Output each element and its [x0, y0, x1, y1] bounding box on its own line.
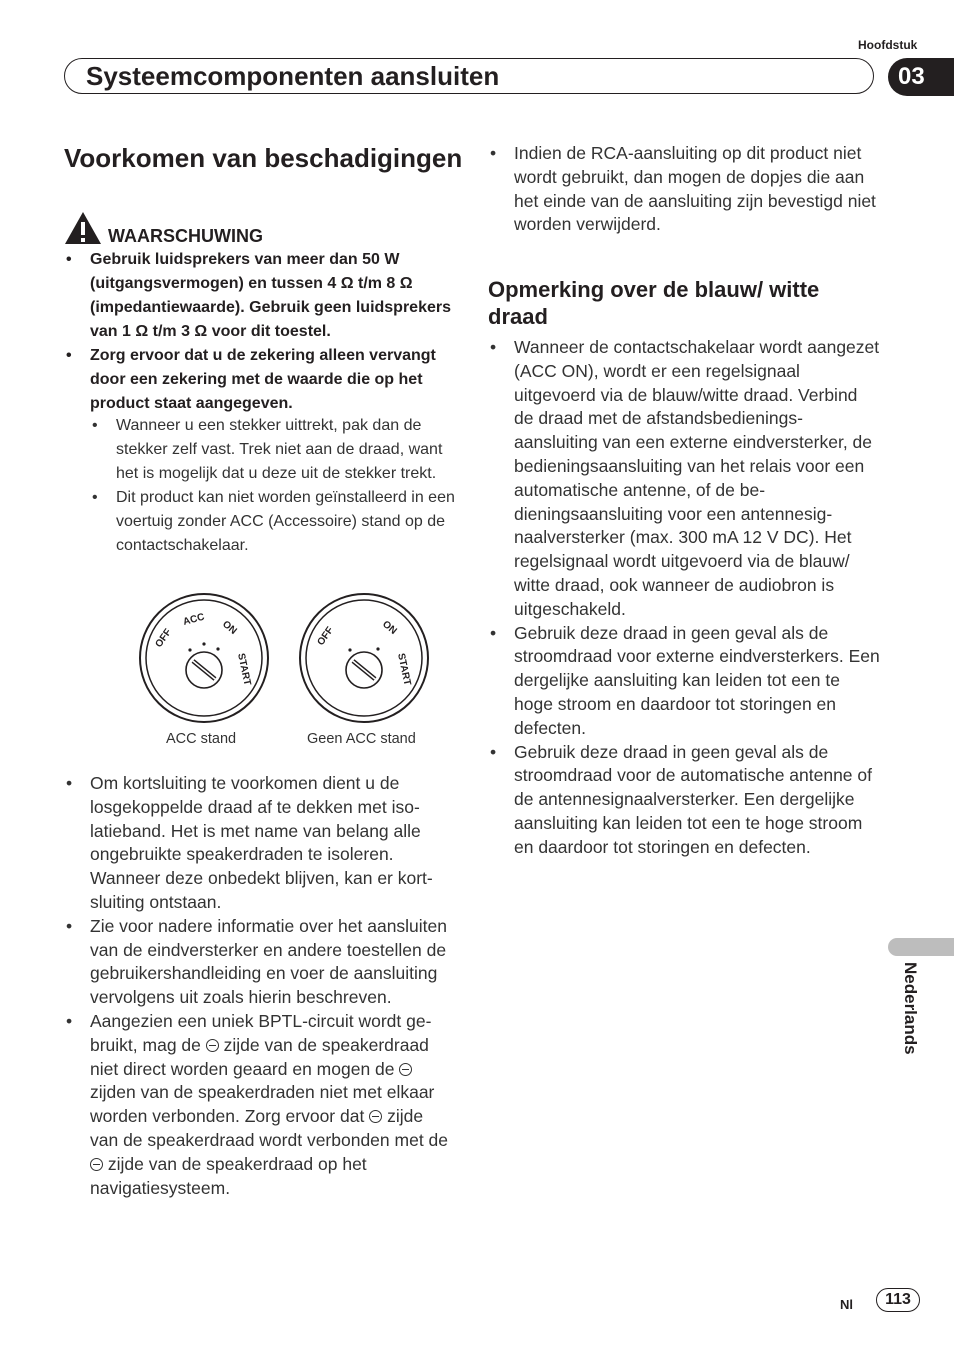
dial-caption-no-acc: Geen ACC stand — [307, 731, 416, 747]
language-label: Nederlands — [901, 962, 920, 1055]
left-bullet-list — [64, 772, 456, 1200]
right-bullet-list — [488, 336, 880, 860]
chapter-number-tab: 03 — [888, 58, 954, 96]
no-acc-dial-figure — [298, 592, 430, 724]
minus-circle-icon — [206, 1039, 219, 1052]
dial-caption-acc: ACC stand — [166, 731, 237, 747]
list-item: • Zie voor nadere informatie over het aansluiten van de eindversterker en andere toestellen de gebruikershandleiding en voer de aansluiting vervolgens uit zoals hierin beschreven. — [64, 915, 456, 1010]
page-number: 113 — [876, 1288, 920, 1312]
list-item: • Wanneer u een stekker uittrekt, pak dan de stekker zelf vast. Trek niet aan de draad, want het is mogelijk dat u deze uit de stekker trekt. — [90, 414, 460, 486]
language-tab — [888, 938, 954, 956]
warning-list — [64, 248, 456, 416]
dial-label-off: OFF — [153, 627, 174, 650]
page-heading: Voorkomen van beschadigingen — [64, 143, 463, 173]
dial-label-off: OFF — [315, 625, 336, 648]
dial-label-start: START — [235, 652, 253, 687]
dial-label-acc: ACC — [181, 611, 206, 628]
dial-label-on: ON — [380, 618, 399, 637]
warning-sub-list — [90, 414, 460, 558]
list-item: • Wanneer de contactschakelaar wordt aangezet (ACC ON), wordt er een regelsignaal uitgevoerd via de blauw/witte draad. Verbind de draad met de afstandsbedieningsaansluiting van een externe eindversterker, de bedieningsaansluiting van het relais voor een automatische antenne, of de bedieningsaansluiting voor een antennesignaalversterker (max. 300 mA 12 V DC). Het regelsignaal wordt uitgevoerd via de blauw/ witte draad, ook wanneer de audiobron is uitgeschakeld. — [488, 336, 880, 622]
acc-dial-figure — [138, 592, 270, 724]
subheading: Opmerking over de blauw/ witte draad — [488, 277, 820, 329]
minus-circle-icon — [369, 1110, 382, 1123]
list-item: • Dit product kan niet worden geïnstalleerd in een voertuig zonder ACC (Accessoire) stand op de contactschakelaar. — [90, 486, 460, 558]
minus-circle-icon — [399, 1063, 412, 1076]
list-item: • Gebruik luidsprekers van meer dan 50 W (uitgangsvermogen) en tussen 4 Ω t/m 8 Ω (impedantiewaarde). Gebruik geen luidsprekers van 1 Ω t/m 3 Ω voor dit toestel. — [64, 248, 456, 344]
warning-label: WAARSCHUWING — [108, 226, 263, 246]
warning-icon — [64, 211, 102, 245]
list-item: • Gebruik deze draad in geen geval als de stroomdraad voor de automatische antenne of de antennesignaalversterker. Een dergelijke aansluiting kan leiden tot een te hoge stroom en daardoor tot storingen en defecten. — [488, 741, 880, 860]
chapter-label: Hoofdstuk — [858, 38, 918, 52]
dial-label-on: ON — [220, 618, 239, 637]
list-item: • Zorg ervoor dat u de zekering alleen vervangt door een zekering met de waarde die op het product staat aangegeven. — [64, 344, 456, 416]
right-bullet-list-top — [488, 142, 880, 237]
list-item-bptl: • Aangezien een uniek BPTL-circuit wordt gebruikt, mag de zijde van de speakerdraad niet direct worden geaard en mogen de zijden van de speakerdraden niet met elkaar worden verbonden. Zorg ervoor dat zijde van de speakerdraad wordt verbonden met de zijde van de speakerdraad op het navigatiesysteem. — [64, 1010, 456, 1200]
list-item: • Gebruik deze draad in geen geval als de stroomdraad voor externe eindversterkers. Een dergelijke aansluiting kan leiden tot een te hoge stroom en daardoor tot storingen en defecten. — [488, 622, 880, 741]
language-code: Nl — [840, 1297, 853, 1312]
list-item: • Indien de RCA-aansluiting op dit product niet wordt gebruikt, dan mogen de dopjes die aan het einde van de aansluiting zijn bevestigd niet worden verwijderd. — [488, 142, 880, 237]
section-title: Systeemcomponenten aansluiten — [86, 61, 500, 91]
minus-circle-icon — [90, 1158, 103, 1171]
dial-label-start: START — [395, 652, 413, 687]
list-item: • Om kortsluiting te voorkomen dient u de losgekoppelde draad af te dekken met isolatieband. Het is met name van belang alle ongebruikte speakerdraden te isoleren. Wanneer deze onbedekt blijven, kan er kortsluiting ontstaan. — [64, 772, 456, 915]
